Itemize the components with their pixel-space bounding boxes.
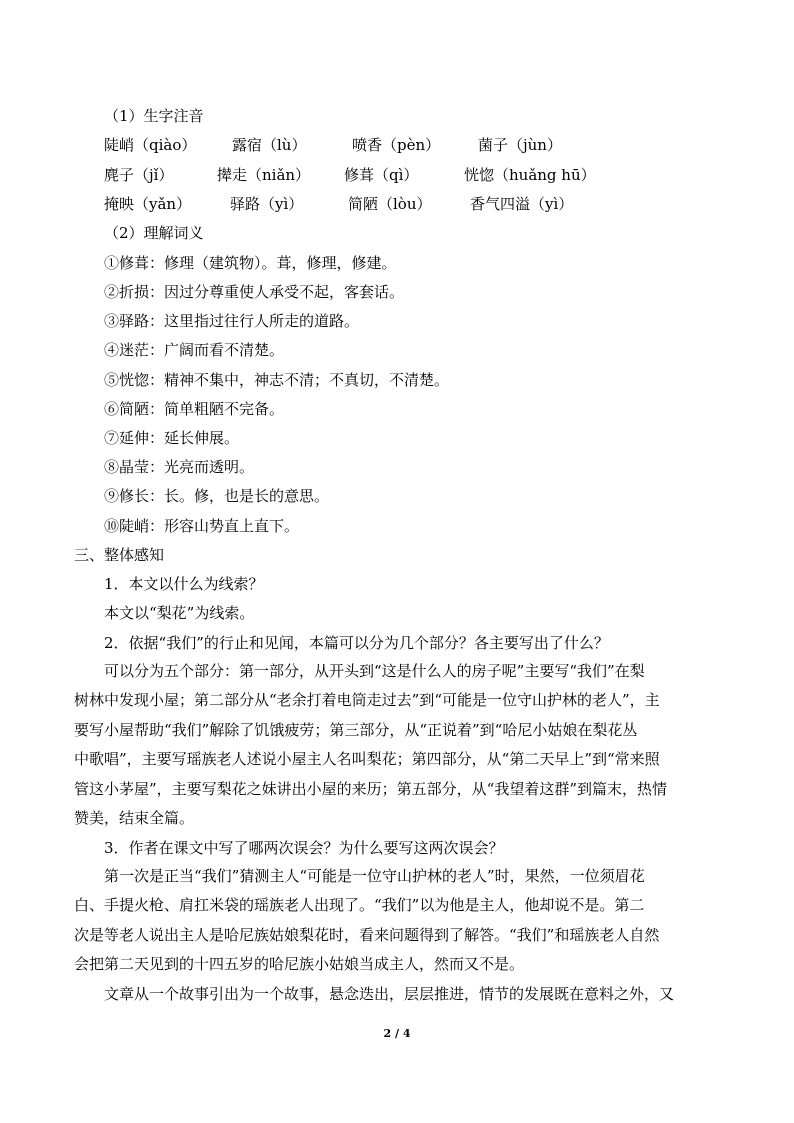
answer-2-line: 要写小屋帮助“我们”解除了饥饿疲劳；第三部分，从“正说着”到“哈尼小姑娘在梨花丛 <box>74 720 638 739</box>
pinyin-item: 陡峭（qiào） <box>104 136 197 154</box>
question-2: 2．依据“我们”的行止和见闻，本篇可以分为几个部分？各主要写出了什么？ <box>104 634 609 652</box>
vocab-item: ①修葺：修理（建筑物）。葺，修理，修建。 <box>104 254 397 272</box>
answer-2-line: 树林中发现小屋；第二部分从“老余打着电筒走过去”到“可能是一位守山护林的老人”，主 <box>74 691 660 710</box>
answer-2-paragraph <box>74 657 720 833</box>
answer-3-line: 次是等老人说出主人是哈尼族姑娘梨花时，看来问题得到了解答。“我们”和瑶族老人自然 <box>74 925 660 944</box>
answer-2-line: 中歌唱”，主要写瑶族老人述说小屋主人名叫梨花；第四部分，从“第二天早上”到“常来照 <box>74 750 660 769</box>
pinyin-item: 修葺（qì） <box>344 166 419 184</box>
pinyin-item: 简陋（lòu） <box>348 195 432 213</box>
pinyin-item: 撵走（niǎn） <box>217 166 311 184</box>
question-3: 3．作者在课文中写了哪两次误会？为什么要写这两次误会？ <box>104 839 504 857</box>
vocab-item: ②折损：因过分尊重使人承受不起，客套话。 <box>104 283 405 301</box>
answer-1: 本文以“梨花”为线索。 <box>104 604 255 622</box>
vocab-item: ④迷茫：广阔而看不清楚。 <box>104 341 285 359</box>
pinyin-item: 麂子（jǐ） <box>104 166 174 184</box>
pinyin-item: 菌子（jùn） <box>478 136 562 154</box>
pinyin-item: 恍惚（huǎng hū） <box>464 166 596 184</box>
vocab-item: ⑨修长：长。修，也是长的意思。 <box>104 487 330 505</box>
page-number: 2 / 4 <box>383 1027 411 1040</box>
pinyin-item: 喷香（pèn） <box>352 136 441 154</box>
answer-3-line: 文章从一个故事引出为一个故事，悬念迭出，层层推进，情节的发展既在意料之外，又 <box>104 984 675 1003</box>
answer-2-line: 赞美，结束全篇。 <box>74 809 195 828</box>
vocab-item: ③驿路：这里指过往行人所走的道路。 <box>104 312 360 330</box>
pinyin-item: 驿路（yì） <box>230 195 304 213</box>
answer-3-line: 第一次是正当“我们”猜测主人“可能是一位守山护林的老人”时，果然，一位须眉花 <box>104 867 645 885</box>
pinyin-item: 掩映（yǎn） <box>104 195 192 213</box>
section-title-pronunciation: （1）生字注音 <box>104 107 204 125</box>
vocab-item: ⑩陡峭：形容山势直上直下。 <box>104 517 300 535</box>
answer-2-line: 管这小茅屋”，主要写梨花之妹讲出小屋的来历；第五部分，从“我望着这群”到篇末，热情 <box>74 779 668 798</box>
answer-3-paragraph <box>74 862 720 1009</box>
section-title-vocabulary: （2）理解词义 <box>104 224 204 242</box>
pinyin-item: 露宿（lù） <box>232 136 307 154</box>
vocab-item: ⑤恍惚：精神不集中，神志不清；不真切，不清楚。 <box>104 371 450 389</box>
answer-2-line: 可以分为五个部分：第一部分，从开头到“这是什么人的房子呢”主要写“我们”在梨 <box>104 662 645 680</box>
vocab-item: ⑥简陋：简单粗陋不完备。 <box>104 400 285 418</box>
pinyin-item: 香气四溢（yì） <box>470 195 574 213</box>
vocab-item: ⑦延伸：延长伸展。 <box>104 429 240 447</box>
answer-3-line: 会把第二天见到的十四五岁的哈尼族小姑娘当成主人，然而又不是。 <box>74 955 525 974</box>
section-heading-overall: 三、整体感知 <box>74 546 165 564</box>
answer-3-line: 白、手提火枪、肩扛米袋的瑶族老人出现了。“我们”以为他是主人，他却说不是。第二 <box>74 896 645 915</box>
vocab-item: ⑧晶莹：光亮而透明。 <box>104 458 255 476</box>
question-1: 1．本文以什么为线索？ <box>104 575 264 593</box>
